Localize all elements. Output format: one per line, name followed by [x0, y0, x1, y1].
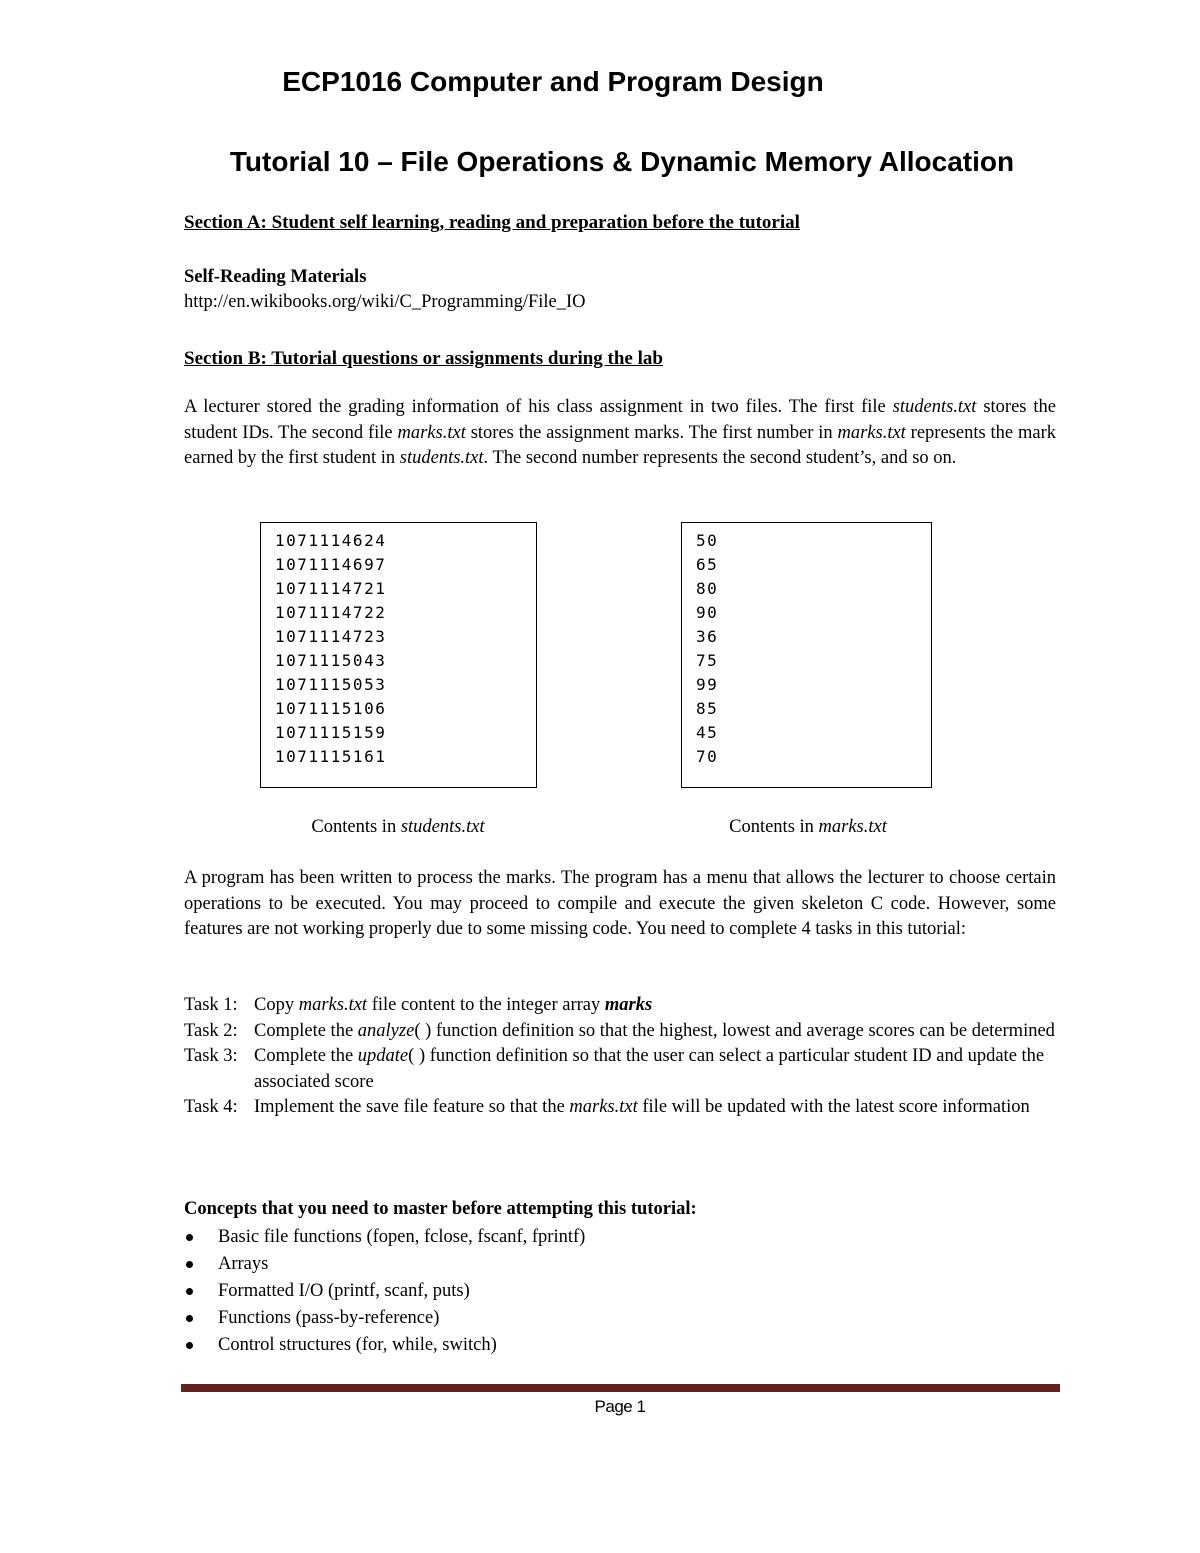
mark-value: 45 — [696, 723, 719, 742]
task-label: Task 2: — [184, 1020, 238, 1041]
concept-text: Control structures (for, while, switch) — [218, 1335, 497, 1355]
task-label: Task 3: — [184, 1046, 238, 1066]
task-item — [184, 1019, 1056, 1045]
task-item — [184, 993, 1056, 1019]
concept-text: Arrays — [218, 1254, 269, 1274]
mark-value: 80 — [696, 579, 719, 598]
student-id: 1071114723 — [275, 627, 387, 646]
bullet-icon — [186, 1342, 193, 1349]
course-title: ECP1016 Computer and Program Design — [282, 66, 824, 97]
task-item — [184, 1044, 1056, 1095]
concept-item — [184, 1305, 585, 1332]
task-label: Task 1: — [184, 995, 238, 1015]
student-id: 1071114722 — [275, 603, 387, 622]
concept-item — [184, 1224, 585, 1251]
mark-value: 85 — [696, 699, 719, 718]
mark-value: 75 — [696, 651, 719, 670]
concept-item — [184, 1251, 585, 1278]
concepts-list — [184, 1224, 585, 1359]
task-text: Implement the save file feature so that the marks.txt file will be updated with the latest score information — [254, 1097, 1030, 1117]
student-id: 1071115161 — [275, 747, 387, 766]
student-id: 1071115106 — [275, 699, 387, 718]
student-id: 1071115053 — [275, 675, 387, 694]
bullet-icon — [186, 1261, 193, 1268]
task-text: Copy marks.txt file content to the integer array marks — [254, 995, 653, 1015]
mark-value: 90 — [696, 603, 719, 622]
task-text: Complete the analyze( ) function definition so that the highest, lowest and average scores can be determined — [254, 1020, 1055, 1041]
marks-caption: Contents in marks.txt — [729, 817, 887, 837]
task-item — [184, 1095, 1056, 1121]
mark-value: 36 — [696, 627, 719, 646]
mark-value: 70 — [696, 747, 719, 766]
mark-value: 65 — [696, 555, 719, 574]
concept-text: Basic file functions (fopen, fclose, fscanf, fprintf) — [218, 1227, 586, 1247]
section-b-heading: Section B: Tutorial questions or assignments during the lab — [184, 348, 663, 369]
marks-file-box — [681, 522, 932, 788]
task-text: Complete the update( ) function definition so that the user can select a particular student ID and update the associated score — [254, 1046, 1045, 1092]
section-a-heading: Section A: Student self learning, reading and preparation before the tutorial — [184, 212, 800, 233]
page-number: Page 1 — [594, 1397, 646, 1416]
bullet-icon — [186, 1234, 193, 1241]
intro-paragraph: A lecturer stored the grading information of his class assignment in two files. The first file students.txt stores the student IDs. The second file marks.txt stores the assignment marks. The first number in marks.txt represents the mark earned by the first student in students.txt. The second number represents the second student’s, and so on. — [184, 397, 1056, 468]
bullet-icon — [186, 1315, 193, 1322]
concept-text: Formatted I/O (printf, scanf, puts) — [218, 1281, 470, 1301]
mark-value: 50 — [696, 531, 719, 550]
students-caption: Contents in students.txt — [311, 817, 485, 837]
bullet-icon — [186, 1288, 193, 1295]
student-id: 1071114721 — [275, 579, 387, 598]
student-id: 1071114697 — [275, 555, 387, 574]
task-list — [184, 993, 1056, 1121]
tutorial-title: Tutorial 10 – File Operations & Dynamic Memory Allocation — [229, 146, 1015, 177]
reading-link[interactable]: http://en.wikibooks.org/wiki/C_Programming/File_IO — [184, 292, 586, 312]
mark-value: 99 — [696, 675, 719, 694]
student-id: 1071114624 — [275, 531, 387, 550]
students-file-box — [260, 522, 537, 788]
reading-heading: Self-Reading Materials — [184, 267, 367, 287]
concept-item — [184, 1278, 585, 1305]
footer-rule — [181, 1384, 1060, 1392]
program-paragraph: A program has been written to process the marks. The program has a menu that allows the lecturer to choose certain operations to be executed. You may proceed to compile and execute the given skeleton C code. However, some features are not working properly due to some missing code. You need to complete 4 tasks in this tutorial: — [184, 868, 1056, 939]
student-id: 1071115159 — [275, 723, 387, 742]
concept-item — [184, 1332, 585, 1359]
concepts-heading: Concepts that you need to master before attempting this tutorial: — [184, 1199, 697, 1219]
student-id: 1071115043 — [275, 651, 387, 670]
concept-text: Functions (pass-by-reference) — [218, 1308, 440, 1328]
task-label: Task 4: — [184, 1097, 238, 1117]
